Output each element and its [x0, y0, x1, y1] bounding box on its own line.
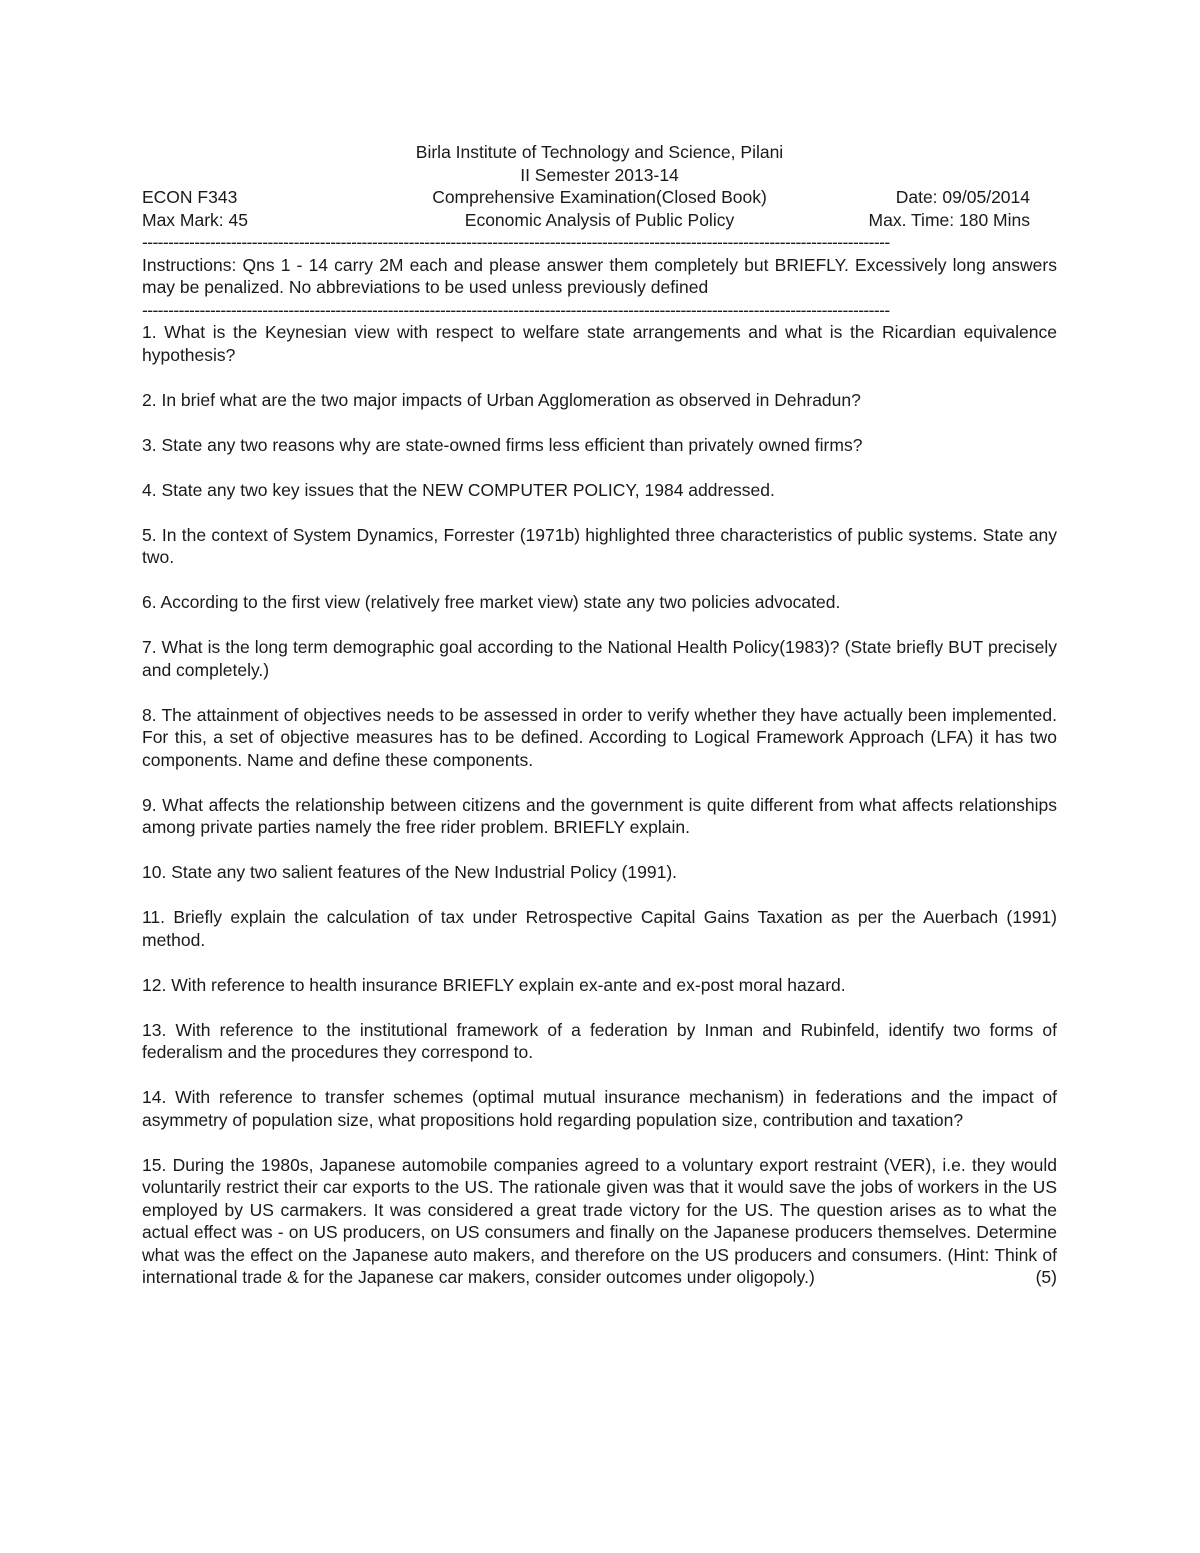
- question-9: 9. What affects the relationship between citizens and the government is quite different from what affects relationships among private parties namely the free rider problem. BRIEFLY explain.: [142, 794, 1057, 837]
- divider-bottom: -----------------------------------------------------------------------------------------------------------------------------------------------: [142, 299, 890, 320]
- question-8: 8. The attainment of objectives needs to be assessed in order to verify whether they have actually been implemented. For this, a set of objective measures has to be defined. According to Logical Framework Approach (LFA) it has two components. Name and define these components.: [142, 704, 1057, 770]
- question-7: 7. What is the long term demographic goal according to the National Health Policy(1983)? (State briefly BUT precisely and completely.): [142, 637, 1057, 680]
- course-code: ECON F343: [142, 187, 238, 207]
- divider-top: -----------------------------------------------------------------------------------------------------------------------------------------------: [142, 232, 890, 252]
- header-row-1: [142, 186, 1057, 209]
- question-15-marks: (5): [1035, 1267, 1057, 1287]
- question-1: 1. What is the Keynesian view with respect to welfare state arrangements and what is the Ricardian equivalence hypothesis?: [142, 322, 1057, 365]
- question-10: 10. State any two salient features of the New Industrial Policy (1991).: [142, 862, 678, 882]
- question-15: [142, 1154, 1057, 1289]
- question-15-text: 15. During the 1980s, Japanese automobile companies agreed to a voluntary export restraint (VER), i.e. they would voluntarily restrict their car exports to the US. The rationale given was that it would save the jobs of workers in the US employed by US carmakers. It was considered a great trade victory for the US. The question arises as to what the actual effect was - on US producers, on US consumers and finally on the Japanese producers themselves. Determine what was the effect on the Japanese auto makers, and therefore on the US producers and consumers. (Hint: Think of international trade & for the Japanese car makers, consider outcomes under oligopoly.): [142, 1154, 1057, 1287]
- question-4: 4. State any two key issues that the NEW COMPUTER POLICY, 1984 addressed.: [142, 479, 775, 500]
- instructions: Instructions: Qns 1 - 14 carry 2M each and please answer them completely but BRIEFLY. Excessively long answers may be penalized. No abbreviations to be used unless previously defined: [142, 254, 1057, 297]
- question-3: 3. State any two reasons why are state-owned firms less efficient than privately owned firms?: [142, 434, 863, 455]
- course-title: Economic Analysis of Public Policy: [464, 209, 735, 230]
- question-14: 14. With reference to transfer schemes (optimal mutual insurance mechanism) in federations and the impact of asymmetry of population size, what propositions hold regarding population size, contribution and taxation?: [142, 1087, 1057, 1130]
- max-mark: Max Mark: 45: [142, 209, 248, 230]
- exam-type: Comprehensive Examination(Closed Book): [432, 187, 767, 207]
- question-6: 6. According to the first view (relatively free market view) state any two policies advocated.: [142, 592, 841, 612]
- semester-line: II Semester 2013-14: [520, 164, 679, 185]
- exam-date: Date: 09/05/2014: [895, 187, 1030, 207]
- header-row-2: [142, 209, 1057, 232]
- question-11: 11. Briefly explain the calculation of tax under Retrospective Capital Gains Taxation as per the Auerbach (1991) method.: [142, 907, 1057, 950]
- question-list: [142, 321, 1057, 1289]
- question-13: 13. With reference to the institutional framework of a federation by Inman and Rubinfeld, identify two forms of federalism and the procedures they correspond to.: [142, 1019, 1057, 1062]
- exam-paper: [142, 141, 1057, 1289]
- question-2: 2. In brief what are the two major impacts of Urban Agglomeration as observed in Dehradun?: [142, 389, 861, 410]
- question-12: 12. With reference to health insurance BRIEFLY explain ex-ante and ex-post moral hazard.: [142, 974, 846, 995]
- institute-name: Birla Institute of Technology and Science, Pilani: [415, 142, 784, 162]
- question-5: 5. In the context of System Dynamics, Forrester (1971b) highlighted three characteristics of public systems. State any two.: [142, 524, 1057, 567]
- max-time: Max. Time: 180 Mins: [868, 209, 1030, 230]
